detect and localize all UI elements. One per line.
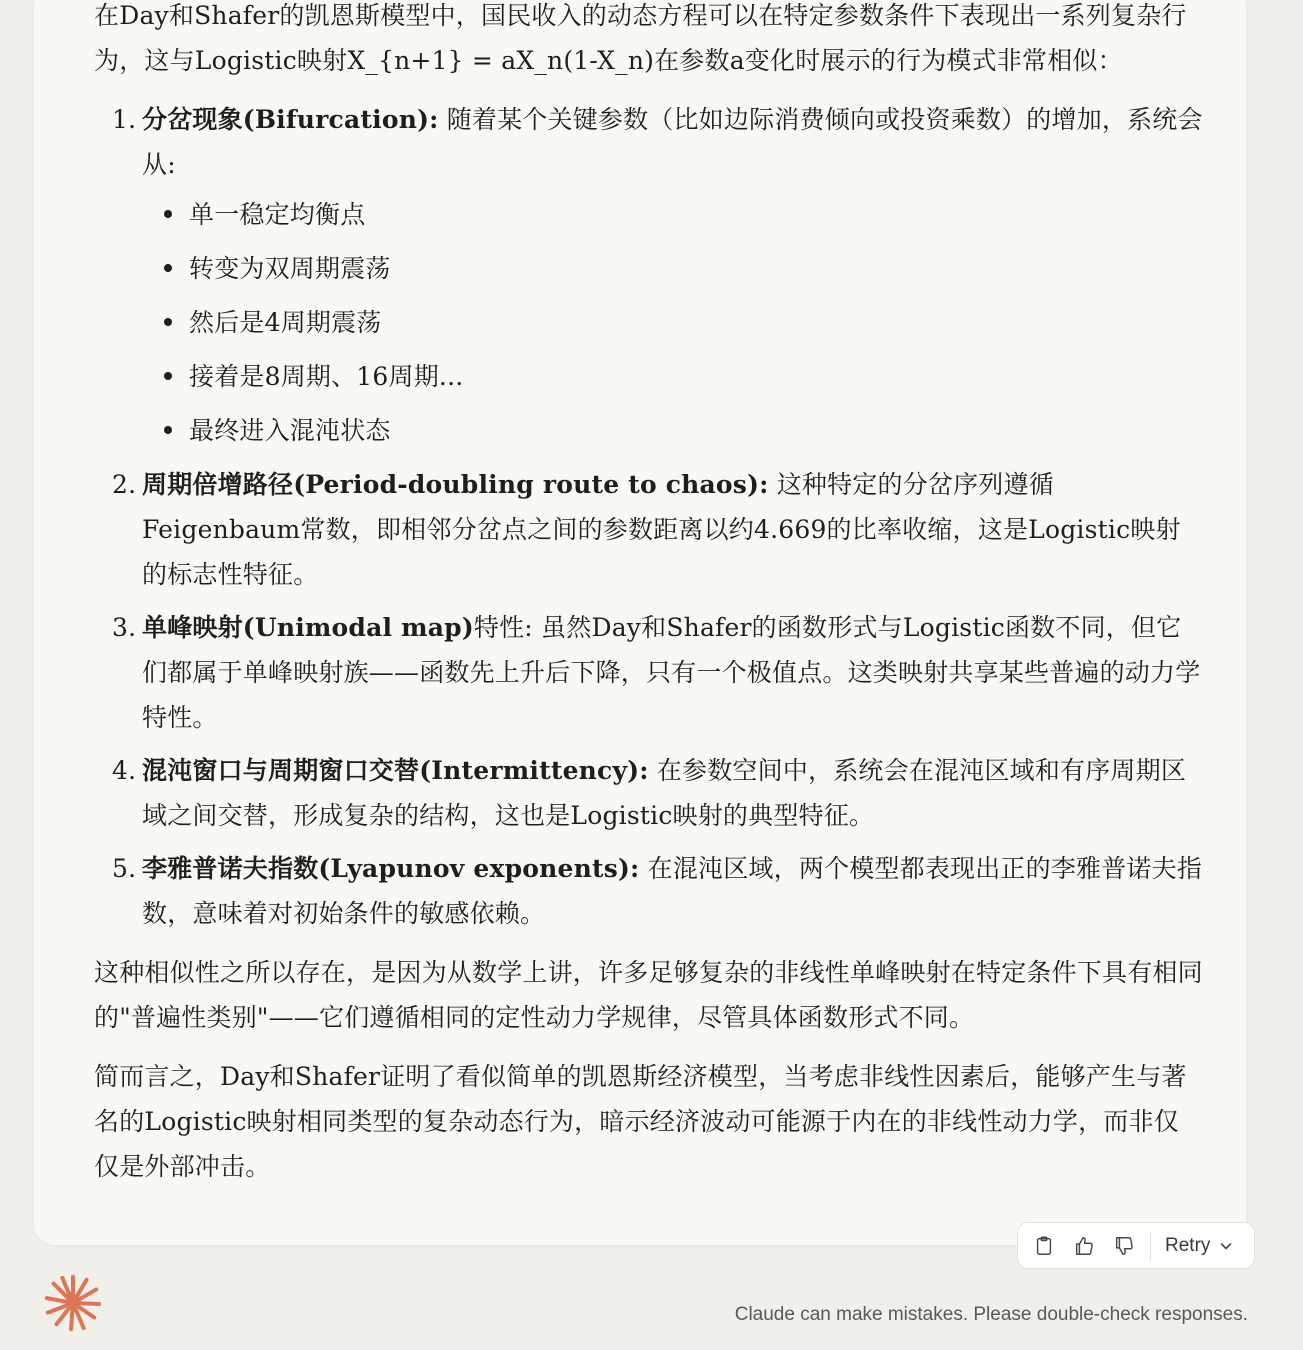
thumbs-down-icon xyxy=(1113,1235,1135,1257)
bullet-list xyxy=(142,192,1204,453)
list-item xyxy=(94,748,1204,838)
list-number: 2. xyxy=(112,470,137,499)
bullet-icon xyxy=(164,210,172,218)
bullet-item: 然后是4周期震荡 xyxy=(142,300,1204,345)
bullet-item: 接着是8周期、16周期... xyxy=(142,354,1204,399)
list-item xyxy=(94,462,1204,597)
bullet-icon xyxy=(164,426,172,434)
list-number: 4. xyxy=(112,756,137,785)
list-item-text: 这种特定的分岔序列遵循Feigenbaum常数，即相邻分岔点之间的参数距离以约4.669的比率收缩，这是Logistic映射的标志性特征。 xyxy=(142,470,1181,589)
thumbs-up-icon xyxy=(1073,1235,1095,1257)
list-item-text: 随着某个关键参数（比如边际消费倾向或投资乘数）的增加，系统会从: xyxy=(142,105,1203,179)
disclaimer-text: Claude can make mistakes. Please double-check responses. xyxy=(734,1304,1248,1325)
list-item-term: 混沌窗口与周期窗口交替(Intermittency): xyxy=(142,756,649,785)
numbered-list xyxy=(94,97,1204,936)
list-item xyxy=(94,605,1204,740)
list-item-text: 在参数空间中，系统会在混沌区域和有序周期区域之间交替，形成复杂的结构，这也是Logistic映射的典型特征。 xyxy=(142,756,1187,830)
bullet-icon xyxy=(164,372,172,380)
list-item-term: 李雅普诺夫指数(Lyapunov exponents): xyxy=(142,854,640,883)
thumbs-down-button[interactable] xyxy=(1104,1226,1144,1266)
list-number: 5. xyxy=(112,854,137,883)
message-actions-bar xyxy=(1017,1222,1255,1269)
divider xyxy=(1150,1232,1151,1260)
retry-label: Retry xyxy=(1165,1234,1211,1256)
retry-button[interactable] xyxy=(1159,1231,1240,1261)
list-item-text: 在混沌区域，两个模型都表现出正的李雅普诺夫指数，意味着对初始条件的敏感依赖。 xyxy=(142,854,1203,928)
bullet-item: 单一稳定均衡点 xyxy=(142,192,1204,237)
list-number: 1. xyxy=(112,105,137,134)
list-item-term: 单峰映射(Unimodal map) xyxy=(142,613,474,642)
intro-paragraph: 在Day和Shafer的凯恩斯模型中，国民收入的动态方程可以在特定参数条件下表现出一系列复杂行为，这与Logistic映射X_{n+1} = aX_n(1-X_n)在参数a变化时展示的行为模式非常相似： xyxy=(94,1,1187,75)
list-item-term: 分岔现象(Bifurcation): xyxy=(142,105,439,134)
summary-paragraph: 简而言之，Day和Shafer证明了看似简单的凯恩斯经济模型，当考虑非线性因素后，能够产生与著名的Logistic映射相同类型的复杂动态行为，暗示经济波动可能源于内在的非线性动力学，而非仅仅是外部冲击。 xyxy=(94,1062,1187,1181)
list-item xyxy=(94,97,1204,453)
assistant-message-card xyxy=(33,0,1247,1246)
explanation-paragraph: 这种相似性之所以存在，是因为从数学上讲，许多足够复杂的非线性单峰映射在特定条件下具有相同的"普遍性类别"——它们遵循相同的定性动力学规律，尽管具体函数形式不同。 xyxy=(94,958,1203,1032)
bullet-item: 转变为双周期震荡 xyxy=(142,246,1204,291)
chevron-down-icon xyxy=(1218,1238,1234,1254)
copy-button[interactable] xyxy=(1024,1226,1064,1266)
message-content xyxy=(94,0,1204,1189)
bullet-icon xyxy=(164,264,172,272)
clipboard-icon xyxy=(1033,1235,1055,1257)
bullet-item: 最终进入混沌状态 xyxy=(142,408,1204,453)
bullet-icon xyxy=(164,318,172,326)
claude-logo-icon xyxy=(44,1274,102,1332)
list-item xyxy=(94,846,1204,936)
list-item-term: 周期倍增路径(Period-doubling route to chaos): xyxy=(142,470,769,499)
thumbs-up-button[interactable] xyxy=(1064,1226,1104,1266)
list-number: 3. xyxy=(112,613,137,642)
list-item-text: 特性: 虽然Day和Shafer的函数形式与Logistic函数不同，但它们都属于单峰映射族——函数先上升后下降，只有一个极值点。这类映射共享某些普遍的动力学特性。 xyxy=(142,613,1201,732)
